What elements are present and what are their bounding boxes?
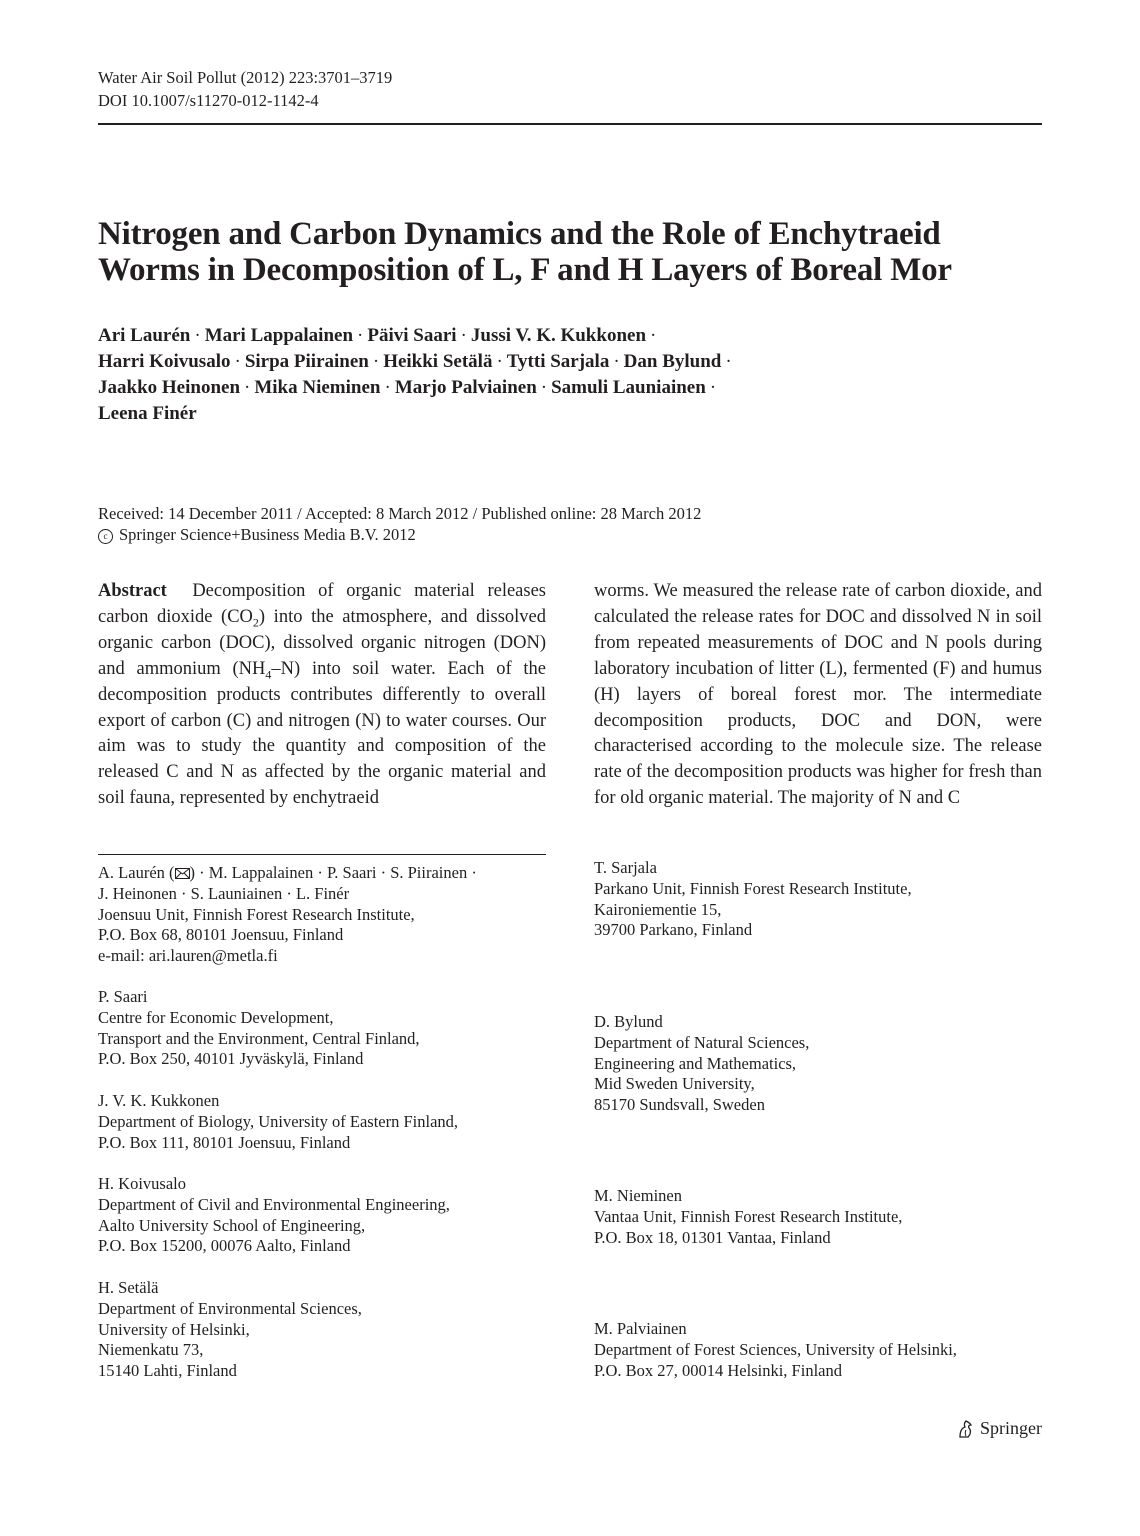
- affiliation-bylund: [594, 1012, 809, 1116]
- affiliation-text: Department of Forest Sciences, University of Helsinki,: [594, 1339, 957, 1359]
- author-name: Marjo Palviainen: [394, 377, 537, 398]
- affiliation-text: Department of Natural Sciences,: [594, 1032, 810, 1052]
- affiliation-text: University of Helsinki,: [98, 1319, 250, 1339]
- affiliation-text: ) · M. Lappalainen · P. Saari · S. Piirainen ·: [189, 863, 477, 882]
- affiliation-koivusalo: [98, 1174, 450, 1257]
- author-name: Samuli Launiainen: [551, 377, 706, 398]
- affiliation-text: Centre for Economic Development,: [98, 1007, 334, 1027]
- affiliation-lauren: [98, 863, 477, 967]
- affiliation-palviainen: [594, 1319, 957, 1381]
- author-name: Päivi Saari: [367, 325, 457, 346]
- affiliation-rule: [98, 854, 546, 855]
- journal-citation: Water Air Soil Pollut (2012) 223:3701–3719: [98, 68, 393, 87]
- author-name: Dan Bylund: [623, 351, 722, 372]
- affiliation-nieminen: [594, 1186, 902, 1248]
- affiliation-text: P.O. Box 111, 80101 Joensuu, Finland: [98, 1132, 351, 1152]
- affiliation-text: Mid Sweden University,: [594, 1074, 755, 1094]
- affiliation-sarjala: [594, 858, 912, 941]
- author-name: Jaakko Heinonen: [98, 377, 241, 398]
- affiliation-text: Department of Biology, University of Eastern Finland,: [98, 1111, 459, 1131]
- affiliation-setala: [98, 1278, 362, 1382]
- author-name: Harri Koivusalo: [98, 351, 231, 372]
- affiliation-text: Department of Environmental Sciences,: [98, 1298, 362, 1318]
- copyright-text: Springer Science+Business Media B.V. 2012: [119, 525, 416, 544]
- envelope-icon: [175, 868, 190, 879]
- affiliation-text: P. Saari: [98, 987, 148, 1006]
- affiliation-text: 39700 Parkano, Finland: [594, 920, 753, 940]
- author-name: Mika Nieminen: [254, 377, 381, 398]
- copyright-line: [98, 524, 701, 545]
- affiliation-text: P.O. Box 18, 01301 Vantaa, Finland: [594, 1227, 831, 1247]
- affiliation-text: M. Palviainen: [594, 1319, 687, 1338]
- affiliation-text: P.O. Box 250, 40101 Jyväskylä, Finland: [98, 1049, 364, 1069]
- author-line-1: Ari Laurén · Mari Lappalainen · Päivi Saari · Jussi V. K. Kukkonen ·: [98, 325, 657, 346]
- affiliation-text: P.O. Box 68, 80101 Joensuu, Finland: [98, 925, 344, 945]
- affiliation-email[interactable]: e-mail: ari.lauren@metla.fi: [98, 946, 278, 966]
- author-name: Jussi V. K. Kukkonen: [470, 325, 647, 346]
- affiliation-text: P.O. Box 15200, 00076 Aalto, Finland: [98, 1236, 351, 1256]
- author-name: Sirpa Piirainen: [244, 351, 369, 372]
- author-line-2: Harri Koivusalo · Sirpa Piirainen · Heikki Setälä · Tytti Sarjala · Dan Bylund ·: [98, 351, 732, 372]
- springer-wordmark: Springer: [980, 1418, 1042, 1438]
- affiliation-text: Kaironiementie 15,: [594, 899, 722, 919]
- springer-logo: [957, 1418, 1042, 1439]
- springer-horse-icon: [957, 1419, 975, 1439]
- header-rule: [98, 123, 1042, 125]
- abstract-text: –N) into soil water. Each of the decomposition products contributes differently to overall export of carbon (C) and nitrogen (N) to water courses. Our aim was to study the quantity and composition of the released C and N as affected by the organic material and soil fauna, represented by enchytraeid: [98, 658, 546, 809]
- affiliation-text: Parkano Unit, Finnish Forest Research Institute,: [594, 878, 912, 898]
- affiliation-text: T. Sarjala: [594, 858, 657, 877]
- affiliation-text: Transport and the Environment, Central Finland,: [98, 1028, 420, 1048]
- author-list: [98, 323, 736, 427]
- title-line-2: Worms in Decomposition of L, F and H Layers of Boreal Mor: [98, 252, 952, 288]
- affiliation-kukkonen: [98, 1091, 458, 1153]
- affiliation-text: D. Bylund: [594, 1012, 663, 1031]
- dates-line: Received: 14 December 2011 / Accepted: 8 March 2012 / Published online: 28 March 2012: [98, 504, 702, 523]
- affiliation-text: Engineering and Mathematics,: [594, 1053, 797, 1073]
- abstract-heading: Abstract: [98, 581, 167, 601]
- journal-header: [98, 66, 392, 112]
- affiliation-text: Aalto University School of Engineering,: [98, 1215, 366, 1235]
- author-name: Heikki Setälä: [383, 351, 493, 372]
- affiliation-text: A. Laurén (: [98, 863, 175, 882]
- abstract-text: Decomposition of organic material releases carbon dioxide (CO: [98, 581, 546, 627]
- affiliation-text: Vantaa Unit, Finnish Forest Research Institute,: [594, 1206, 903, 1226]
- affiliation-text: M. Nieminen: [594, 1186, 682, 1205]
- affiliation-saari: [98, 987, 420, 1070]
- title-line-1: Nitrogen and Carbon Dynamics and the Role of Enchytraeid: [98, 216, 941, 252]
- journal-doi: DOI 10.1007/s11270-012-1142-4: [98, 91, 319, 110]
- affiliation-text: J. V. K. Kukkonen: [98, 1091, 220, 1110]
- affiliation-text: P.O. Box 27, 00014 Helsinki, Finland: [594, 1360, 842, 1380]
- copyright-icon: c: [98, 529, 113, 544]
- affiliation-text: Joensuu Unit, Finnish Forest Research Institute,: [98, 904, 415, 924]
- affiliation-text: Department of Civil and Environmental Engineering,: [98, 1194, 450, 1214]
- author-name: Mari Lappalainen: [204, 325, 354, 346]
- abstract-text: ) into the atmosphere, and dissolved organic carbon (DOC), dissolved organic nitrogen (DON) and ammonium (NH: [98, 606, 546, 679]
- author-line-4: [98, 401, 736, 427]
- affiliation-text: Niemenkatu 73,: [98, 1340, 204, 1360]
- paper-title: [98, 216, 1042, 288]
- affiliation-text: H. Setälä: [98, 1278, 159, 1297]
- author-line-3: Jaakko Heinonen · Mika Nieminen · Marjo Palviainen · Samuli Launiainen ·: [98, 377, 717, 398]
- publication-dates: [98, 503, 701, 545]
- author-name: Ari Laurén: [98, 325, 191, 346]
- abstract-right-column: worms. We measured the release rate of carbon dioxide, and calculated the release rates for DOC and dissolved N in soil from repeated measurements of DOC and N pools during laboratory incubation of litter (L), fermented (F) and humus (H) layers of boreal forest mor. The intermediate decomposition products, DOC and DON, were characterised according to the molecule size. The release rate of the decomposition products was higher for fresh than for old organic material. The majority of N and C: [594, 581, 1042, 809]
- author-name: Tytti Sarjala: [506, 351, 610, 372]
- affiliation-text: J. Heinonen · S. Launiainen · L. Finér: [98, 883, 350, 903]
- abstract-left-column: [98, 579, 546, 812]
- affiliation-text: 15140 Lahti, Finland: [98, 1361, 237, 1381]
- subscript: 4: [265, 667, 272, 682]
- subscript: 2: [252, 615, 259, 630]
- author-name: Leena Finér: [98, 403, 197, 424]
- affiliation-text: H. Koivusalo: [98, 1174, 186, 1193]
- affiliation-text: 85170 Sundsvall, Sweden: [594, 1095, 765, 1115]
